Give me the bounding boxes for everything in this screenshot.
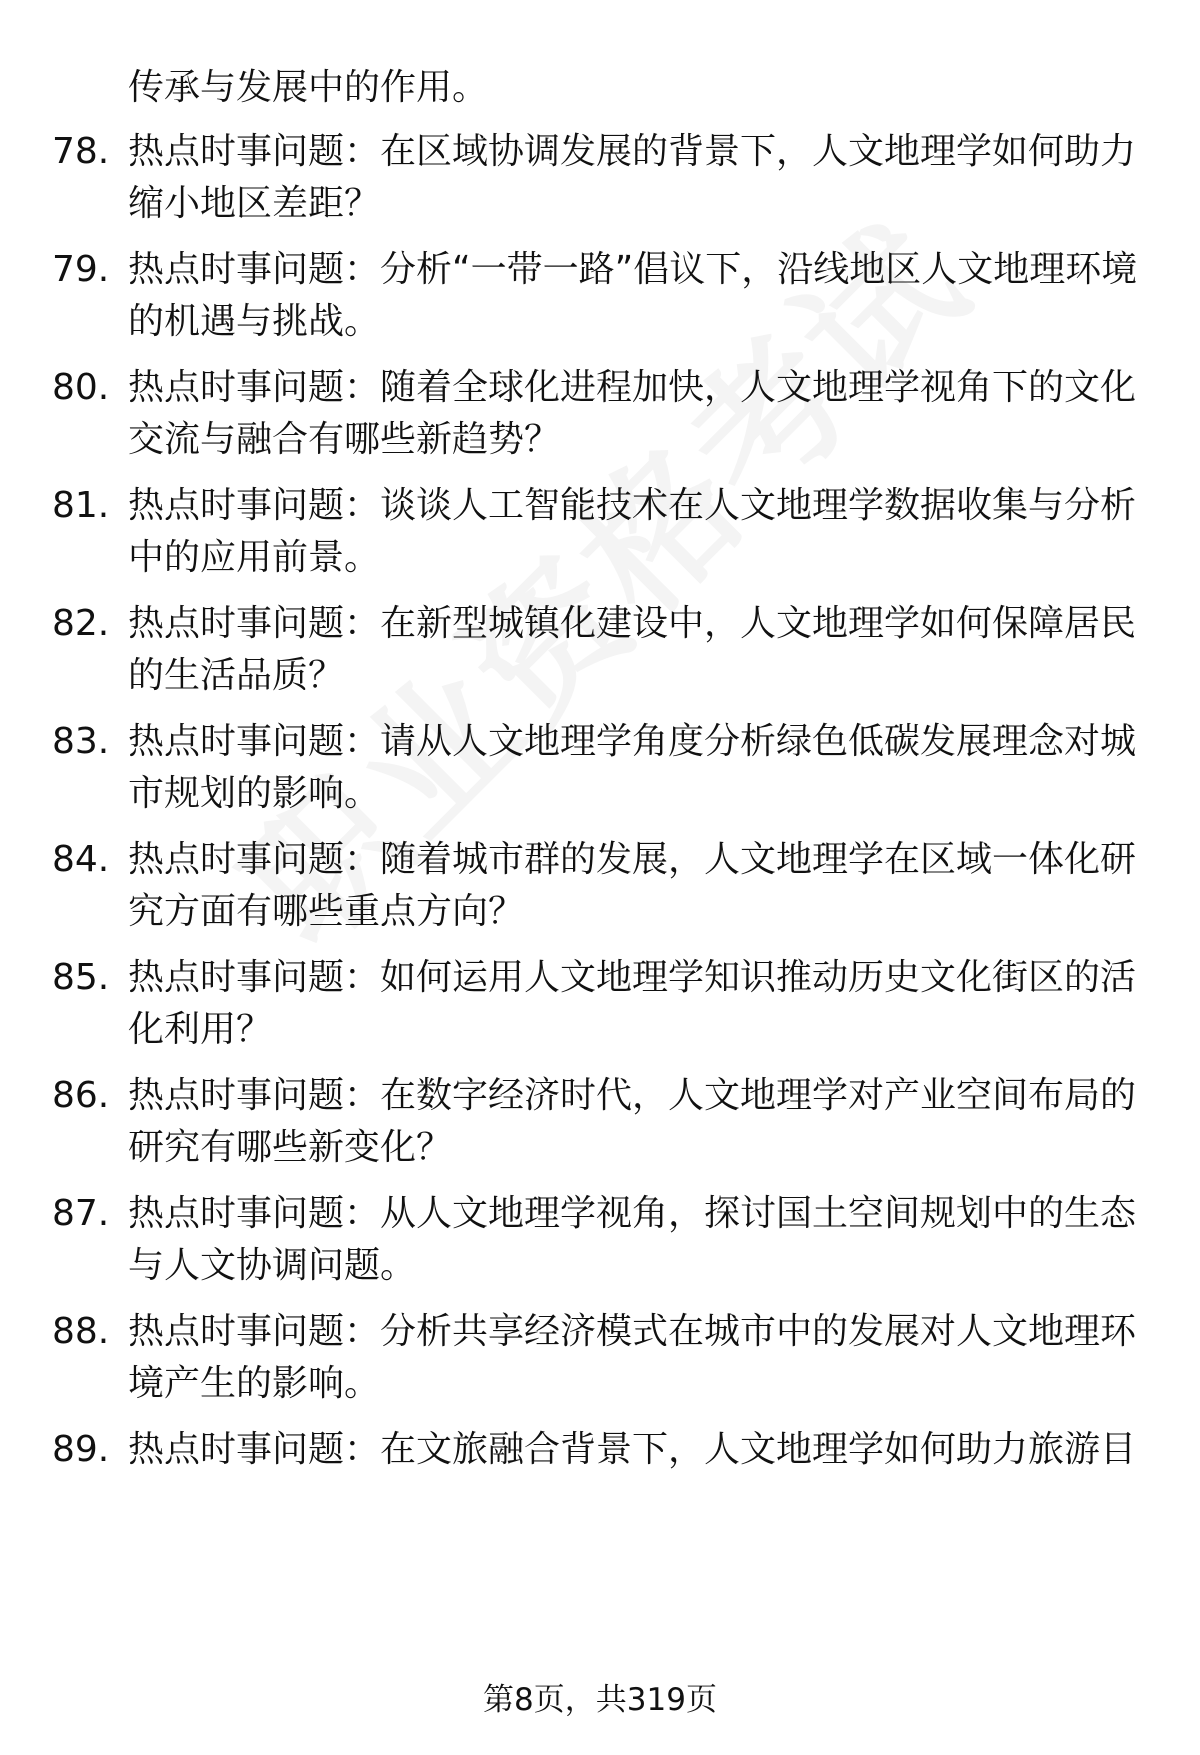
item-text: 热点时事问题：在数字经济时代，人文地理学对产业空间布局的研究有哪些新变化？ (128, 1075, 1137, 1168)
item-text: 热点时事问题：在区域协调发展的背景下，人文地理学如何助力缩小地区差距？ (128, 131, 1137, 224)
item-number: 79. (52, 249, 110, 290)
item-number: 83. (52, 721, 110, 762)
item-number: 89. (52, 1429, 110, 1470)
item-text: 热点时事问题：随着全球化进程加快，人文地理学视角下的文化交流与融合有哪些新趋势？ (128, 367, 1137, 460)
item-text: 热点时事问题：请从人文地理学角度分析绿色低碳发展理念对城市规划的影响。 (128, 721, 1137, 814)
item-number: 88. (52, 1311, 110, 1352)
item-number: 82. (52, 603, 110, 644)
item-number: 78. (52, 131, 110, 172)
item-number: 81. (52, 485, 110, 526)
item-text: 热点时事问题：从人文地理学视角，探讨国土空间规划中的生态与人文协调问题。 (128, 1193, 1137, 1286)
item-number: 87. (52, 1193, 110, 1234)
item-number: 85. (52, 957, 110, 998)
item-text: 热点时事问题：如何运用人文地理学知识推动历史文化街区的活化利用？ (128, 957, 1137, 1050)
item-text: 热点时事问题：分析共享经济模式在城市中的发展对人文地理环境产生的影响。 (128, 1311, 1137, 1404)
item-number: 84. (52, 839, 110, 880)
item-number: 86. (52, 1075, 110, 1116)
item-text: 热点时事问题：谈谈人工智能技术在人文地理学数据收集与分析中的应用前景。 (128, 485, 1137, 578)
item-text: 热点时事问题：分析“一带一路”倡议下，沿线地区人文地理环境的机遇与挑战。 (128, 249, 1138, 342)
item-text: 热点时事问题：在新型城镇化建设中，人文地理学如何保障居民的生活品质？ (128, 603, 1137, 696)
item-text: 热点时事问题：在文旅融合背景下，人文地理学如何助力旅游目 (128, 1429, 1137, 1470)
continuation-text: 传承与发展中的作用。 (128, 67, 489, 108)
page-footer: 第8页，共319页 (483, 1682, 717, 1718)
item-text: 热点时事问题：随着城市群的发展，人文地理学在区域一体化研究方面有哪些重点方向？ (128, 839, 1137, 932)
item-number: 80. (52, 367, 110, 408)
